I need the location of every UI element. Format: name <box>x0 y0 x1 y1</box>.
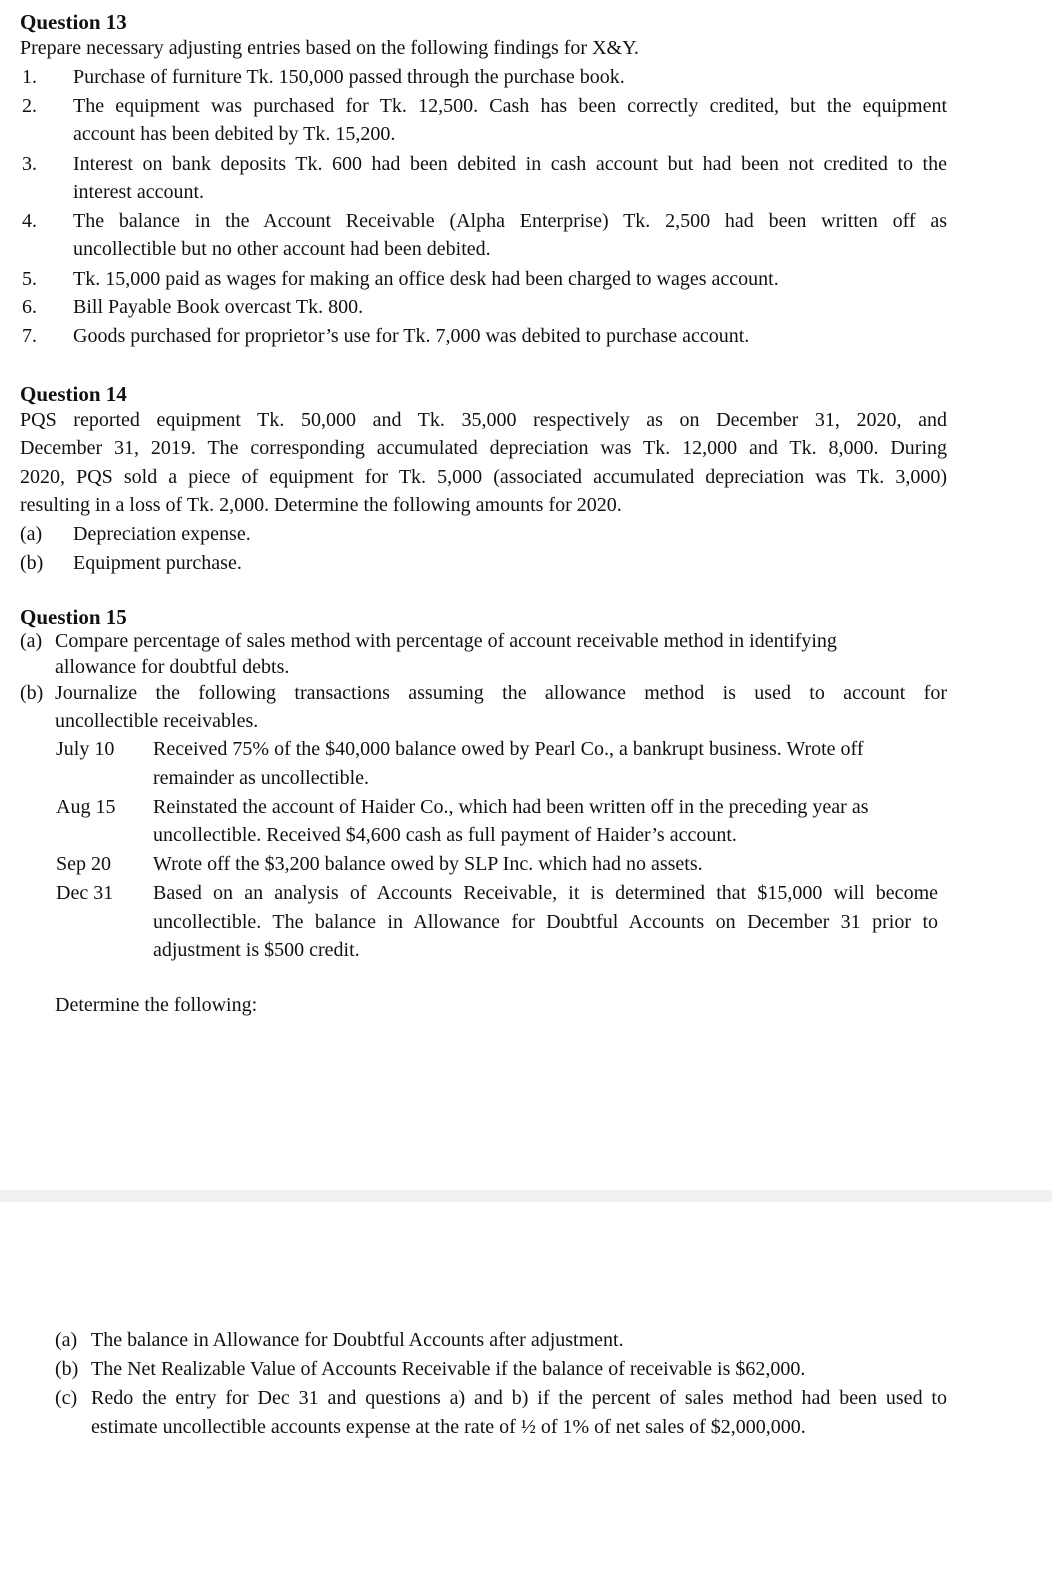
q15-part-b-label: (b) <box>20 682 44 704</box>
q14-part-b-label: (b) <box>20 552 44 574</box>
question-13-intro: Prepare necessary adjusting entries based on the following findings for X&Y. <box>20 37 639 59</box>
q13-item-5-text: Tk. 15,000 paid as wages for making an office desk had been charged to wages account. <box>73 268 779 290</box>
transaction-dec-31-line-1: Based on an analysis of Accounts Receivable, it is determined that $15,000 will become <box>153 882 938 904</box>
transaction-aug-15-line-2: uncollectible. Received $4,600 cash as full payment of Haider’s account. <box>153 824 737 846</box>
q13-item-6-number: 6. <box>22 296 37 318</box>
q15-part-b-line-2: uncollectible receivables. <box>55 710 259 732</box>
q13-item-1-number: 1. <box>22 66 37 88</box>
q14-paragraph-line-4: resulting in a loss of Tk. 2,000. Determine the following amounts for 2020. <box>20 494 622 516</box>
determine-following: Determine the following: <box>55 994 258 1016</box>
transaction-date-sep-20: Sep 20 <box>56 853 111 875</box>
q15-part-a-label: (a) <box>20 630 43 652</box>
q15-part-b-line-1: Journalize the following transactions assuming the allowance method is used to account for <box>55 682 947 704</box>
q13-item-5-number: 5. <box>22 268 37 290</box>
q13-item-2-number: 2. <box>22 95 37 117</box>
transaction-date-aug-15: Aug 15 <box>56 796 116 818</box>
question-c-line-1: Redo the entry for Dec 31 and questions a) and b) if the percent of sales method had been used to <box>91 1387 947 1409</box>
q13-item-3-number: 3. <box>22 153 37 175</box>
transaction-july-10-line-1: Received 75% of the $40,000 balance owed by Pearl Co., a bankrupt business. Wrote off <box>153 738 864 760</box>
transaction-dec-31-line-2: uncollectible. The balance in Allowance for Doubtful Accounts on December 31 prior to <box>153 911 938 933</box>
q13-item-2-text-line-2: account has been debited by Tk. 15,200. <box>73 123 396 145</box>
question-c-line-2: estimate uncollectible accounts expense at the rate of ½ of 1% of net sales of $2,000,000. <box>91 1416 806 1438</box>
question-a-text: The balance in Allowance for Doubtful Accounts after adjustment. <box>91 1329 624 1351</box>
q13-item-4-text-line-1: The balance in the Account Receivable (Alpha Enterprise) Tk. 2,500 had been written off as <box>73 210 947 232</box>
transaction-aug-15-line-1: Reinstated the account of Haider Co., which had been written off in the preceding year as <box>153 796 869 818</box>
transaction-sep-20-line-1: Wrote off the $3,200 balance owed by SLP Inc. which had no assets. <box>153 853 703 875</box>
lower-page-panel <box>0 1202 1052 1596</box>
question-b-text: The Net Realizable Value of Accounts Receivable if the balance of receivable is $62,000. <box>91 1358 806 1380</box>
question-15-title: Question 15 <box>20 605 127 629</box>
q13-item-2-text-line-1: The equipment was purchased for Tk. 12,500. Cash has been correctly credited, but the equipment <box>73 95 947 117</box>
q15-part-a-line-1: Compare percentage of sales method with percentage of account receivable method in identifying <box>55 630 837 652</box>
q13-item-1-text: Purchase of furniture Tk. 150,000 passed through the purchase book. <box>73 66 625 88</box>
transaction-july-10-line-2: remainder as uncollectible. <box>153 767 370 789</box>
question-14-title: Question 14 <box>20 382 127 406</box>
q13-item-3-text-line-2: interest account. <box>73 181 205 203</box>
q13-item-6-text: Bill Payable Book overcast Tk. 800. <box>73 296 364 318</box>
q14-part-a-text: Depreciation expense. <box>73 523 251 545</box>
q13-item-4-number: 4. <box>22 210 37 232</box>
q15-part-a-line-2: allowance for doubtful debts. <box>55 656 290 678</box>
transaction-dec-31-line-3: adjustment is $500 credit. <box>153 939 360 961</box>
q13-item-4-text-line-2: uncollectible but no other account had been debited. <box>73 238 491 260</box>
question-c-label: (c) <box>55 1387 78 1409</box>
q14-paragraph-line-3: 2020, PQS sold a piece of equipment for Tk. 5,000 (associated accumulated depreciation was Tk. 3,000) <box>20 466 947 488</box>
transaction-date-dec-31: Dec 31 <box>56 882 114 904</box>
q14-paragraph-line-2: December 31, 2019. The corresponding accumulated depreciation was Tk. 12,000 and Tk. 8,000. During <box>20 437 947 459</box>
q14-part-a-label: (a) <box>20 523 43 545</box>
q14-part-b-text: Equipment purchase. <box>73 552 242 574</box>
q14-paragraph-line-1: PQS reported equipment Tk. 50,000 and Tk. 35,000 respectively as on December 31, 2020, and <box>20 409 947 431</box>
q13-item-7-number: 7. <box>22 325 37 347</box>
question-a-label: (a) <box>55 1329 78 1351</box>
transaction-date-july-10: July 10 <box>56 738 115 760</box>
question-13-title: Question 13 <box>20 10 127 34</box>
page-separator <box>0 1190 1052 1202</box>
q13-item-3-text-line-1: Interest on bank deposits Tk. 600 had been debited in cash account but had been not credited to the <box>73 153 947 175</box>
q13-item-7-text: Goods purchased for proprietor’s use for Tk. 7,000 was debited to purchase account. <box>73 325 750 347</box>
question-b-label: (b) <box>55 1358 79 1380</box>
